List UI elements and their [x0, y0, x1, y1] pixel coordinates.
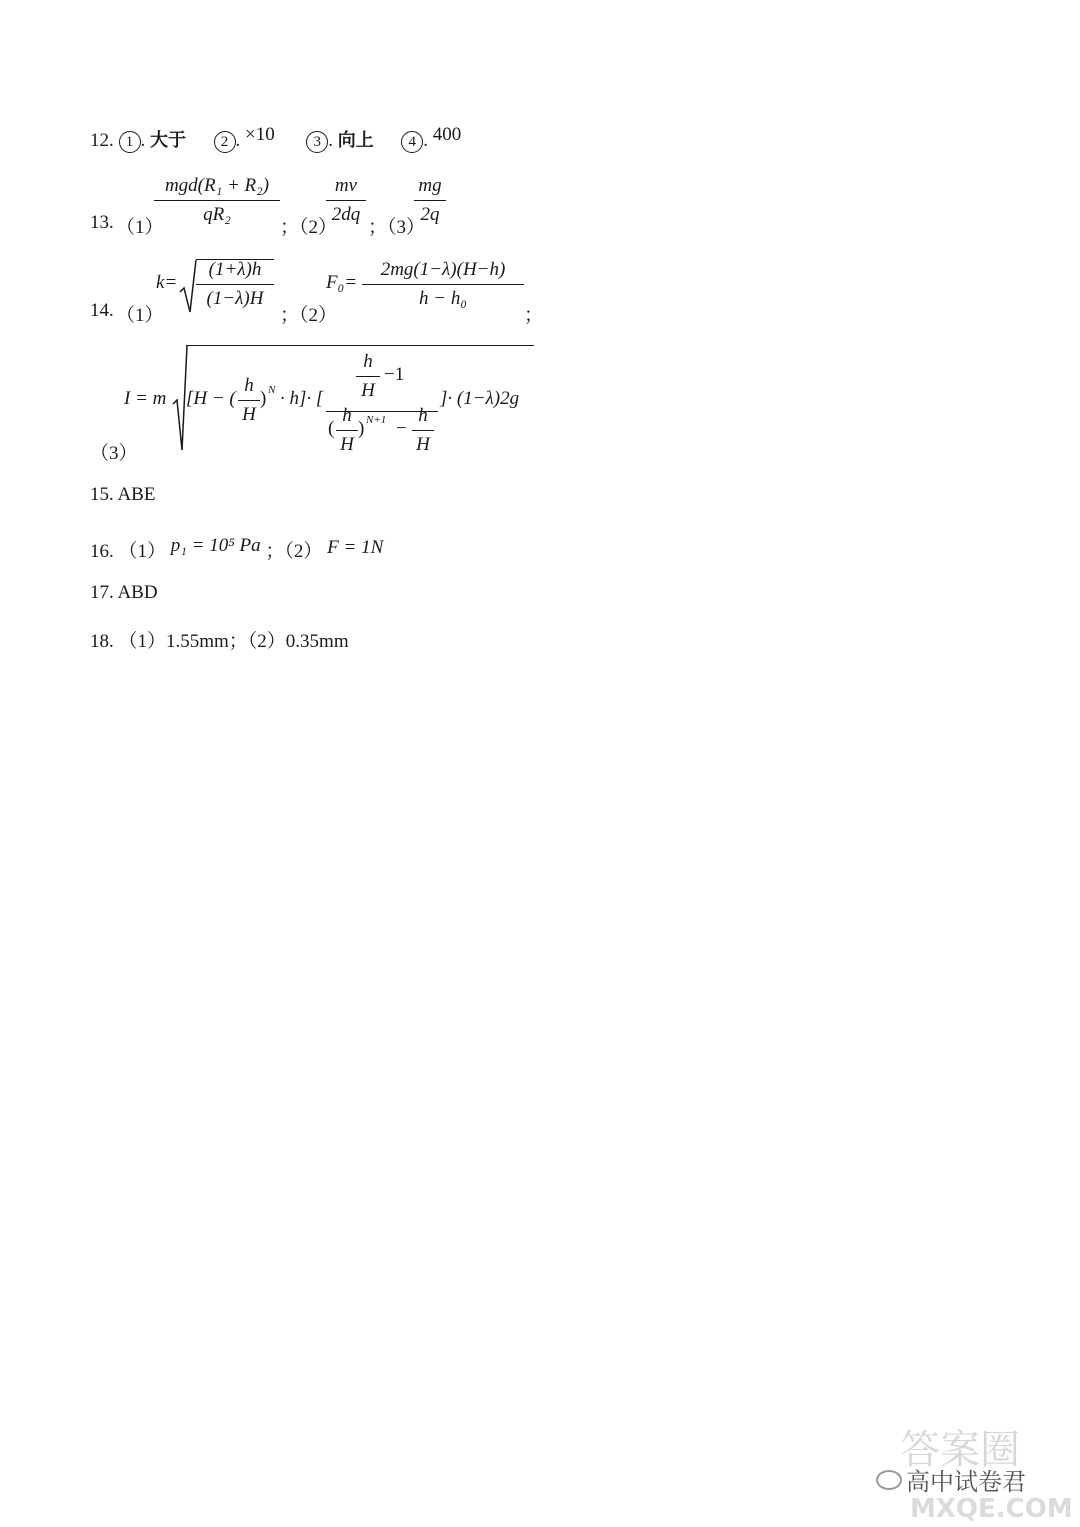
- fraction-bar: [412, 430, 434, 431]
- q14-i-close-paren: ): [260, 388, 267, 409]
- q14-f0-numerator: 2mg(1−λ)(H−h): [380, 259, 506, 280]
- q16-part2-label: ；（2）: [265, 541, 323, 562]
- q14-i-minus-1: −1: [384, 364, 405, 385]
- q14-number: 14.: [90, 300, 114, 321]
- q17-answer: 17. ABD: [90, 582, 158, 603]
- frac-den: H: [340, 434, 354, 455]
- q12-number: 12.: [90, 130, 114, 151]
- q16-answer-1: p₁ = 10⁵ Pa: [170, 535, 261, 556]
- q13-f2-denominator: 2dq: [331, 204, 361, 225]
- q14-f0-lhs: F₀=: [326, 272, 358, 293]
- circle-3-icon: 3: [306, 131, 328, 153]
- q14-i-den-h-over-H-2: [412, 404, 434, 457]
- circle-4-icon: 4: [401, 131, 423, 153]
- q13-fraction-1: [154, 174, 280, 227]
- q12-answer-4: 400: [432, 124, 462, 145]
- wechat-icon: [876, 1470, 902, 1490]
- frac-den: H: [416, 434, 430, 455]
- q14-i-tail: ]· (1−λ)2g: [440, 388, 520, 409]
- q14-i-den-close: ): [358, 418, 365, 439]
- q14-i-den-open: (: [328, 418, 335, 439]
- q14-i-den-sup: N+1: [366, 414, 387, 426]
- frac-den: H: [242, 404, 256, 425]
- q16-part1-label: （1）: [118, 541, 167, 562]
- q14-k-lhs: k=: [156, 272, 178, 293]
- q14-f0-denominator: h − h₀: [419, 288, 467, 309]
- q14-i-sup-N: N: [268, 384, 276, 396]
- q14-k-fraction: [196, 258, 274, 311]
- watermark-line2: 高中试卷君: [906, 1468, 1026, 1496]
- watermark-line3: MXQE.COM: [910, 1494, 1073, 1524]
- fraction-bar: [326, 200, 366, 201]
- q13-f1-numerator: mgd(R₁ + R₂): [164, 175, 270, 196]
- frac-num: h: [363, 351, 373, 372]
- q14-k-numerator: (1+λ)h: [208, 259, 262, 280]
- q18-answer: 18. （1）1.55mm；（2）0.35mm: [90, 631, 349, 652]
- frac-num: h: [244, 375, 254, 396]
- q14-part2-label: ；（2）: [280, 305, 338, 326]
- fraction-bar: [362, 284, 524, 285]
- q13-f1-denominator: qR₂: [203, 204, 231, 225]
- q14-i-lhs: I = m: [124, 388, 167, 409]
- q13-part3-label: ；（3）: [368, 217, 426, 238]
- q13-part1-label: （1）: [116, 217, 164, 238]
- q13-part2-label: ；（2）: [280, 217, 338, 238]
- q14-f0-fraction: [362, 258, 524, 311]
- q14-i-den-h-over-H: [336, 404, 358, 457]
- q12-answer-1: 大于: [150, 130, 186, 151]
- fraction-bar: [196, 284, 274, 285]
- sqrt-sign-icon: [178, 258, 198, 316]
- q16-number: 16.: [90, 541, 114, 562]
- q14-part1-label: （1）: [116, 305, 164, 326]
- q14-i-h-over-H: [238, 374, 260, 427]
- circle-1-icon: 1: [119, 131, 141, 153]
- q14-i-part2: · h]· [: [280, 388, 324, 409]
- q12-answer-3: 向上: [337, 130, 374, 151]
- q14-i-den-minus: −: [396, 418, 407, 439]
- q12-answer-2: ×10: [245, 124, 275, 145]
- frac-num: h: [418, 405, 428, 426]
- q14-part3-label: （3）: [90, 443, 138, 464]
- q13-number: 13.: [90, 212, 114, 233]
- fraction-bar: [414, 200, 446, 201]
- frac-den: H: [361, 380, 375, 401]
- frac-num: h: [342, 405, 352, 426]
- q13-f3-denominator: 2q: [420, 204, 440, 225]
- q16-row: [90, 536, 383, 563]
- sqrt-overline-large: [186, 345, 534, 346]
- q16-answer-2: F = 1N: [327, 537, 384, 558]
- q12-row: 12. 1 . 大于 2 . ×10 3 . 向上 4 . 400: [90, 124, 462, 151]
- fraction-bar: [336, 430, 358, 431]
- q14-i-inner-h-over-H: [356, 350, 380, 403]
- watermark-line1: 答案圈: [900, 1427, 1020, 1473]
- fraction-bar: [154, 200, 280, 201]
- circle-2-icon: 2: [214, 131, 236, 153]
- q14-k-denominator: (1−λ)H: [206, 288, 264, 309]
- fraction-bar: [356, 376, 380, 377]
- q15-answer: 15. ABE: [90, 484, 156, 505]
- fraction-bar: [238, 400, 260, 401]
- q13-fraction-3: [414, 174, 446, 227]
- q14-i-part1: [H − (: [186, 388, 236, 409]
- q13-f2-numerator: mv: [334, 175, 358, 196]
- q14-semicolon: ；: [524, 305, 544, 326]
- q13-f3-numerator: mg: [418, 175, 442, 196]
- q13-fraction-2: [326, 174, 366, 227]
